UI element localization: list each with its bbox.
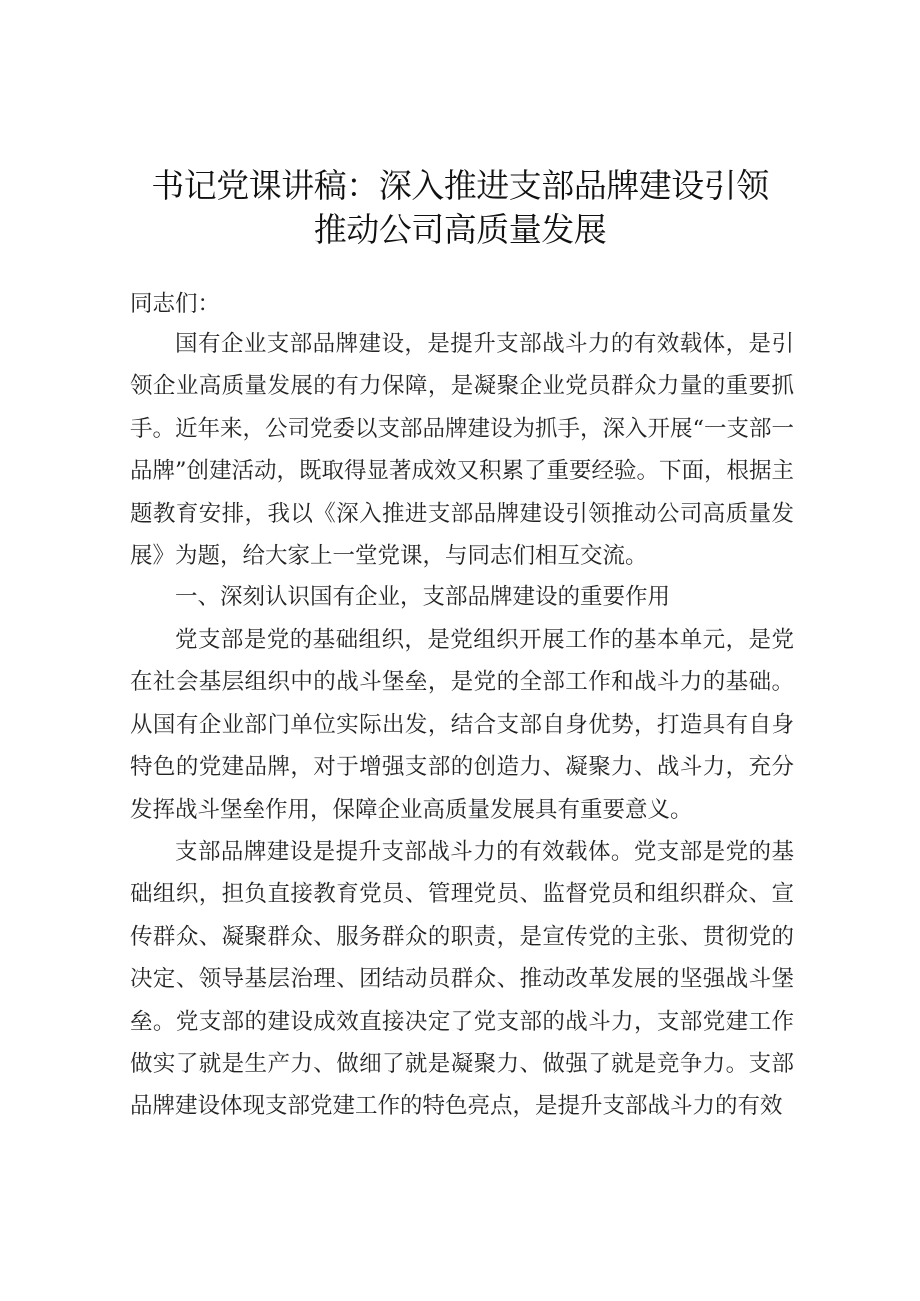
document-title-line-1: 书记党课讲稿：深入推进支部品牌建设引领 (151, 166, 769, 205)
paragraph-intro: 国有企业支部品牌建设，是提升支部战斗力的有效载体，是引领企业高质量发展的有力保障，是凝聚企业党员群众力量的重要抓手。近年来，公司党委以支部品牌建设为抓手，深入开展“一支部一品牌”创建活动，既取得显著成效又积累了重要经验。下面，根据主题教育安排，我以《深入推进支部品牌建设引领推动公司高质量发展》为题，给大家上一堂党课，与同志们相互交流。 (130, 331, 795, 570)
section-heading-1: 一、深刻认识国有企业，支部品牌建设的重要作用 (175, 584, 671, 610)
paragraph-brand-building-carrier: 支部品牌建设是提升支部战斗力的有效载体。党支部是党的基础组织，担负直接教育党员、管理党员、监督党员和组织群众、宣传群众、凝聚群众、服务群众的职责，是宣传党的主张、贯彻党的决定、领导基层治理、团结动员群众、推动改革发展的坚强战斗堡垒。党支部的建设成效直接决定了党支部的战斗力，支部党建工作做实了就是生产力、做细了就是凝聚力、做强了就是竞争力。支部品牌建设体现支部党建工作的特色亮点，是提升支部战斗力的有效 (130, 839, 794, 1120)
paragraph-party-branch-basis: 党支部是党的基础组织，是党组织开展工作的基本单元，是党在社会基层组织中的战斗堡垒，是党的全部工作和战斗力的基础。从国有企业部门单位实际出发，结合支部自身优势，打造具有自身特色的党建品牌，对于增强支部的创造力、凝聚力、战斗力，充分发挥战斗堡垒作用，保障企业高质量发展具有重要意义。 (130, 627, 794, 823)
salutation: 同志们： (130, 291, 221, 317)
document-title-line-2: 推动公司高质量发展 (313, 210, 607, 249)
